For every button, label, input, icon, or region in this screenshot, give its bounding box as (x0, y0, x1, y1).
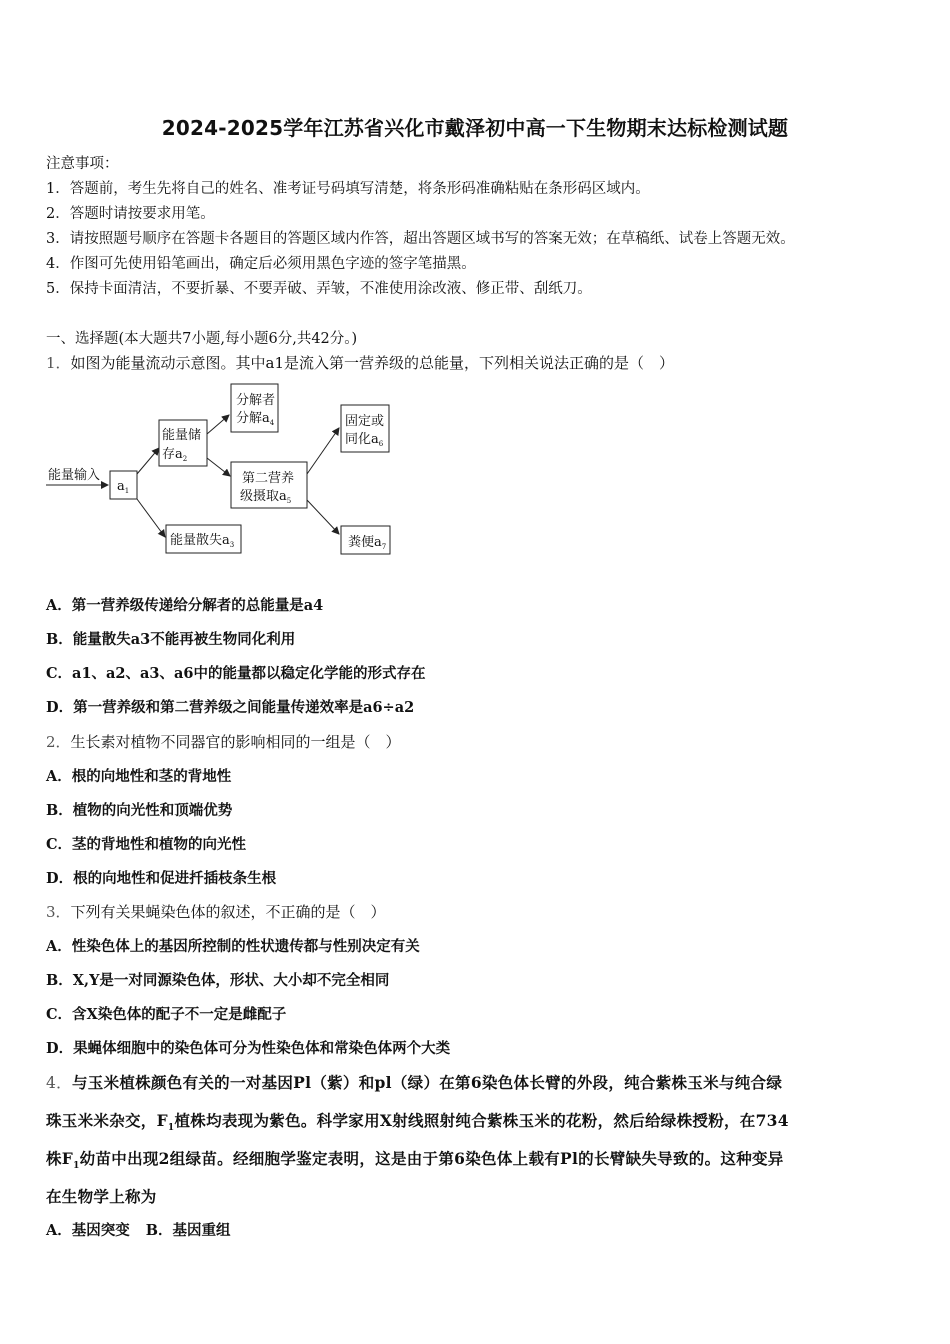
notice-item-3: 3．请按照题号顺序在答题卡各题目的答题区域内作答，超出答题区域书写的答案无效；在草稿纸、试卷上答题无效。 (46, 231, 795, 247)
notice-heading: 注意事项： (46, 156, 119, 172)
label-second-sub: 5 (286, 497, 292, 505)
question-4-line-2: 珠玉米米杂交，$F_1$植株均表现为紫色。科学家用X射线照射纯合紫株玉米的花粉，然后给绿株授粉，在734 (46, 1111, 789, 1134)
question-4-line-4: 在生物学上称为 (46, 1187, 157, 1206)
notice-item-4: 4．作图可先使用铅笔画出，确定后必须用黑色字迹的签字笔描黑。 (46, 256, 476, 272)
label-loss-sub: 3 (229, 541, 235, 549)
notice-item-5: 5．保持卡面清洁，不要折暴、不要弄破、弄皱，不准使用涂改液、修正带、刮纸刀。 (46, 281, 592, 297)
section-heading: 一、选择题(本大题共7小题,每小题6分,共42分。) (46, 331, 358, 347)
question-3-stem: 3．下列有关果蝇染色体的叙述，不正确的是（ ） (46, 903, 386, 921)
q3-option-c[interactable]: C．含X染色体的配子不一定是雌配子 (46, 1006, 287, 1023)
q1-option-b[interactable]: B．能量散失a3不能再被生物同化利用 (46, 631, 296, 648)
q1-option-c[interactable]: C．a1、a2、a3、a6中的能量都以稳定化学能的形式存在 (46, 665, 426, 682)
q3-option-a[interactable]: A．性染色体上的基因所控制的性状遗传都与性别决定有关 (46, 938, 420, 955)
q2-option-d[interactable]: D．根的向地性和促进扦插枝条生根 (46, 870, 277, 887)
notice-item-2: 2．答题时请按要求用笔。 (46, 206, 215, 222)
q2-option-a[interactable]: A．根的向地性和茎的背地性 (46, 768, 232, 785)
label-second-line1: 第二营养 (242, 471, 295, 486)
label-loss: 能量散失a (170, 533, 230, 548)
label-a1-sub: 1 (124, 487, 130, 495)
q3-option-b[interactable]: B．X,Y是一对同源染色体，形状、大小却不完全相同 (46, 972, 390, 989)
question-1-stem (46, 352, 674, 373)
label-decomposer-line1: 分解者 (236, 393, 276, 408)
label-a1: a (117, 479, 125, 494)
notice-item-1: 1．答题前，考生先将自己的姓名、准考证号码填写清楚，将条形码准确粘贴在条形码区域内。 (46, 181, 650, 197)
page-title: 2024-2025学年江苏省兴化市戴泽初中高一下生物期末达标检测试题 (161, 116, 789, 140)
label-second-line2: 级摄取a (240, 489, 287, 504)
question-2-stem: 2．生长素对植物不同器官的影响相同的一组是（ ） (46, 733, 401, 751)
q4-option-b[interactable]: B．基因重组 (145, 1222, 231, 1239)
question-4-line-3: 株$F_1$幼苗中出现2组绿苗。经细胞学鉴定表明，这是由于第6染色体上载有Pl的长臂缺失导致的。这种变异 (46, 1149, 784, 1172)
label-energy-input: 能量输入 (48, 468, 101, 483)
question-number: 1． (46, 354, 71, 372)
label-feces-sub: 7 (381, 543, 387, 551)
svg-text:分解a4 (236, 411, 275, 427)
label-storage-line2: 存a (162, 447, 183, 462)
label-decomposer-sub: 4 (269, 419, 275, 427)
q4-option-a[interactable]: A．基因突变 (46, 1222, 130, 1239)
q2-option-b[interactable]: B．植物的向光性和顶端优势 (46, 802, 233, 819)
svg-text:同化a6 (345, 432, 384, 448)
q4-options (46, 1219, 231, 1240)
question-4-line-1: 4．与玉米植株颜色有关的一对基因Pl（紫）和pl（绿）在第6染色体长臂的外段，纯合紫株玉米与纯合绿 (46, 1073, 783, 1092)
q1-option-a[interactable]: A．第一营养级传递给分解者的总能量是a4 (46, 597, 324, 614)
energy-flow-diagram (44, 378, 404, 563)
label-storage-line1: 能量储 (162, 428, 202, 443)
label-storage-sub: 2 (182, 455, 188, 463)
question-text: 如图为能量流动示意图。其中a1是流入第一营养级的总能量，下列相关说法正确的是（ ） (70, 354, 675, 372)
q1-option-d[interactable]: D．第一营养级和第二营养级之间能量传递效率是a6÷a2 (46, 699, 415, 716)
label-decomposer-line2: 分解a (236, 411, 270, 426)
svg-text:级摄取a5 (240, 488, 291, 505)
label-fixed-sub: 6 (378, 440, 384, 448)
svg-text:粪便a7 (348, 534, 386, 551)
label-fixed-line2: 同化a (345, 432, 379, 447)
svg-text:能量散失a3 (170, 532, 234, 549)
q3-option-d[interactable]: D．果蝇体细胞中的染色体可分为性染色体和常染色体两个大类 (46, 1040, 451, 1057)
label-feces: 粪便a (348, 535, 382, 550)
label-fixed-line1: 固定或 (345, 414, 385, 429)
q2-option-c[interactable]: C．茎的背地性和植物的向光性 (46, 836, 247, 853)
